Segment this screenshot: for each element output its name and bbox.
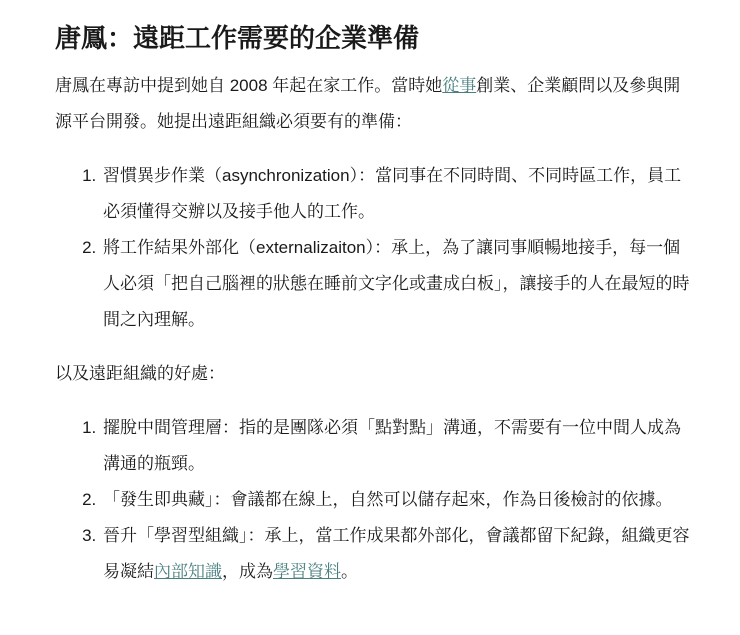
item-text: 晉升「學習型組織」：承上，當工作成果都外部化，會議都留下紀錄，組織更容易凝結	[103, 526, 690, 581]
link-learning-material[interactable]: 學習資料	[273, 562, 341, 581]
list-item: 1. 習慣異步作業（asynchronization）：當同事在不同時間、不同時區工作，員工必須懂得交辦以及接手他人的工作。	[101, 158, 695, 230]
link-congshi[interactable]: 從事	[442, 76, 477, 95]
benefits-list	[55, 410, 695, 590]
intro-text-cont: 創業、企業顧問以及參與開源平台開發。她提出遠距組織必須要有的準備：	[55, 76, 681, 131]
benefits-heading: 以及遠距組織的好處：	[55, 364, 225, 383]
link-internal-knowledge[interactable]: 內部知識	[154, 562, 222, 581]
list-item: 2. 將工作結果外部化（externalizaiton）：承上，為了讓同事順暢地接手，每一個人必須「把自己腦裡的狀態在睡前文字化或畫成白板」，讓接手的人在最短的時間之內理解。	[101, 230, 695, 338]
preparations-list	[55, 158, 695, 338]
intro-text: 唐鳳在專訪中提到她自 2008 年起在家工作。當時她	[55, 76, 443, 95]
item-text: ，成為	[222, 562, 273, 581]
list-item: 1. 擺脫中間管理層：指的是團隊必須「點對點」溝通，不需要有一位中間人成為溝通的瓶頸。	[101, 410, 695, 482]
intro-paragraph	[55, 68, 695, 140]
article-title: 唐鳳：遠距工作需要的企業準備	[55, 23, 420, 53]
list-item	[101, 518, 695, 590]
item-text: 。	[341, 562, 358, 581]
article	[55, 18, 695, 608]
list-item: 2. 「發生即典藏」：會議都在線上，自然可以儲存起來，作為日後檢討的依據。	[101, 482, 695, 518]
